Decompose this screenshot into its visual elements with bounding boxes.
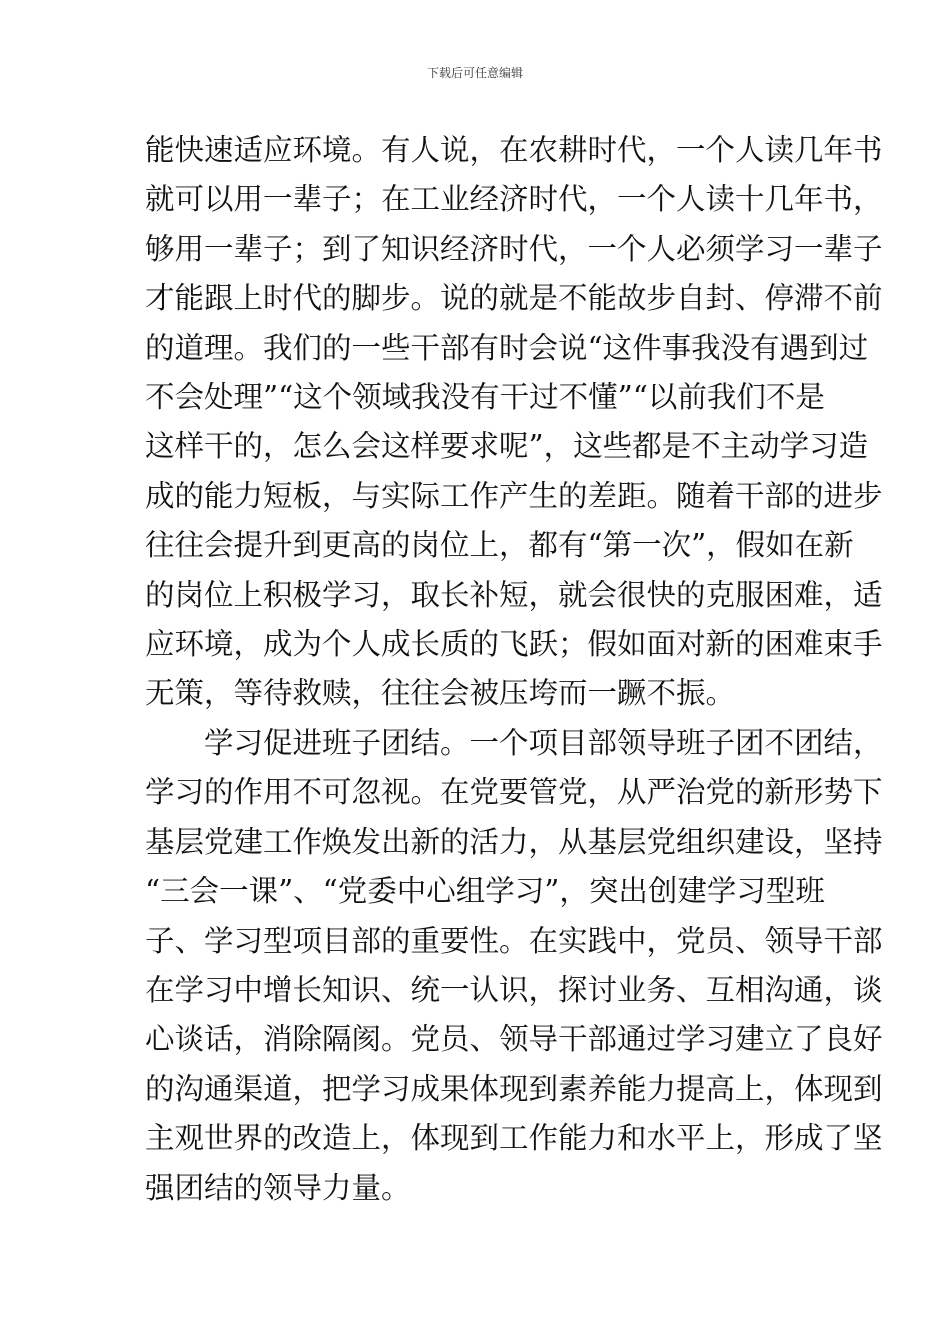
- text-line: 应环境，成为个人成长质的飞跃；假如面对新的困难束手: [145, 627, 883, 662]
- text-line: 能快速适应环境。有人说，在农耕时代，一个人读几年书: [145, 133, 883, 167]
- text-line: 学习的作用不可忽视。在党要管党，从严治党的新形势下: [145, 775, 883, 810]
- paragraph-1: [145, 126, 883, 719]
- text-line: “三会一课”、“党委中心组学习”，突出创建学习型班: [145, 874, 825, 909]
- text-line: 不会处理”“这个领域我没有干过不懂”“以前我们不是: [145, 380, 825, 415]
- text-line: 子、学习型项目部的重要性。在实践中，党员、领导干部: [145, 923, 883, 958]
- text-line: 的沟通渠道，把学习成果体现到素养能力提高上，体现到: [145, 1071, 883, 1106]
- text-line: 的道理。我们的一些干部有时会说“这件事我没有遇到过: [145, 330, 869, 365]
- text-line: 心谈话，消除隔阂。党员、领导干部通过学习建立了良好: [145, 1022, 883, 1057]
- text-line: 这样干的，怎么会这样要求呢”，这些都是不主动学习造: [145, 429, 869, 464]
- text-line: 强团结的领导力量。: [145, 1170, 411, 1205]
- document-body: [145, 126, 883, 1213]
- text-line: 无策，等待救赎，往往会被压垮而一蹶不振。: [145, 676, 736, 711]
- text-line: 在学习中增长知识、统一认识，探讨业务、互相沟通，谈: [145, 972, 883, 1007]
- text-line: 往往会提升到更高的岗位上，都有“第一次”，假如在新: [145, 528, 854, 563]
- text-line: 够用一辈子；到了知识经济时代，一个人必须学习一辈子: [145, 231, 883, 266]
- text-line: 就可以用一辈子；在工业经济时代，一个人读十几年书，: [145, 182, 883, 217]
- paragraph-2: [145, 719, 883, 1213]
- text-line: 才能跟上时代的脚步。说的就是不能故步自封、停滞不前: [145, 281, 883, 316]
- text-line: 学习促进班子团结。一个项目部领导班子团不团结，: [204, 725, 883, 760]
- text-line: 主观世界的改造上，体现到工作能力和水平上，形成了坚: [145, 1121, 883, 1156]
- text-line: 的岗位上积极学习，取长补短，就会很快的克服困难，适: [145, 577, 883, 612]
- text-line: 基层党建工作焕发出新的活力，从基层党组织建设，坚持: [145, 824, 883, 859]
- page-header: 下载后可任意编辑: [426, 66, 523, 80]
- text-line: 成的能力短板，与实际工作产生的差距。随着干部的进步: [145, 478, 883, 513]
